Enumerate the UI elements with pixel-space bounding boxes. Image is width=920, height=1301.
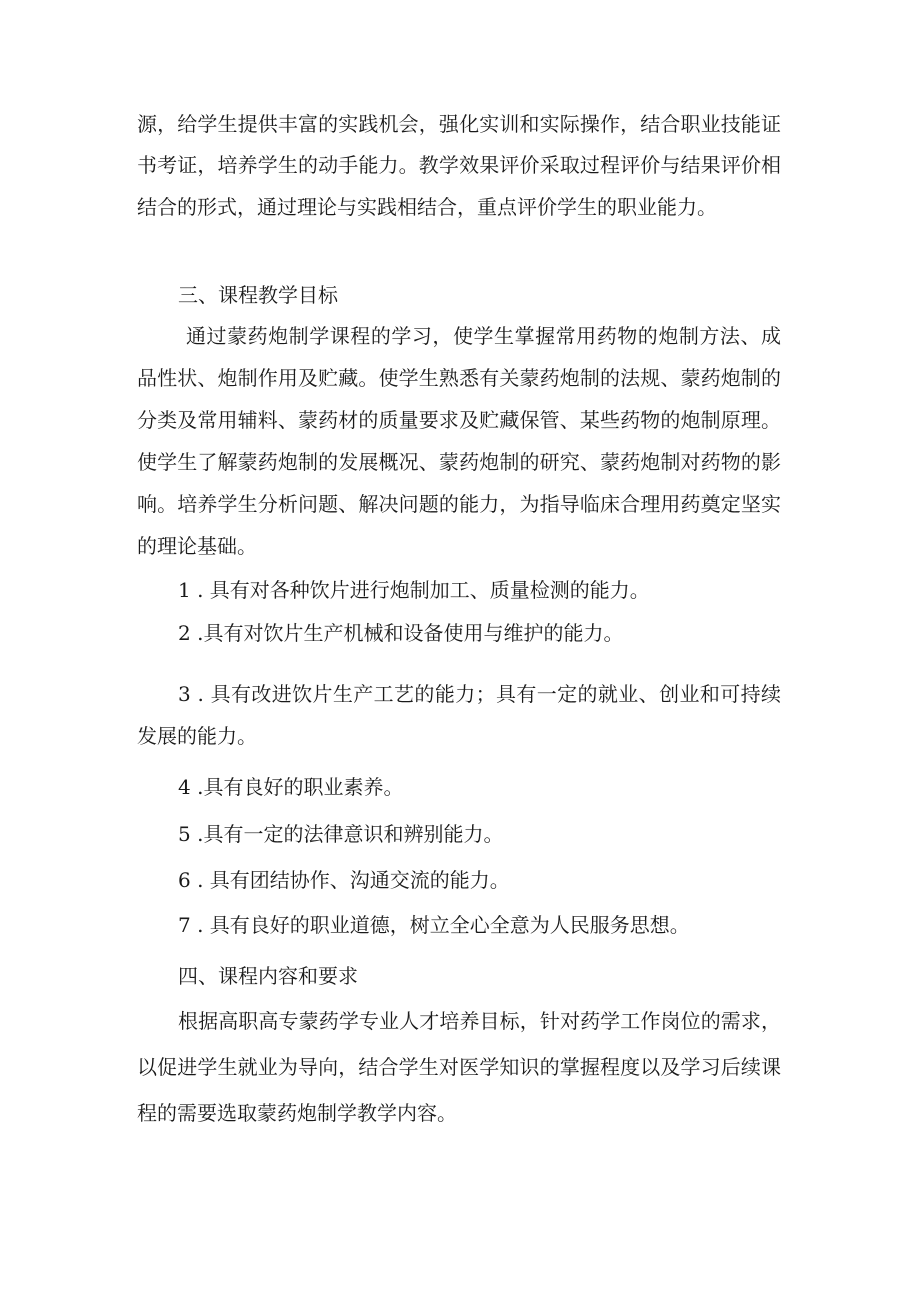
list-item-2: 2 .具有对饮片生产机械和设备使用与维护的能力。	[178, 621, 624, 645]
paragraph-2-line-6: 的理论基础。	[137, 534, 257, 558]
list-item-7: 7 . 具有良好的职业道德，树立全心全意为人民服务思想。	[178, 913, 690, 937]
paragraph-1-line-1: 源，给学生提供丰富的实践机会，强化实训和实际操作，结合职业技能证	[137, 112, 781, 136]
paragraph-2-line-1: 通过蒙药炮制学课程的学习，使学生掌握常用药物的炮制方法、成	[186, 324, 781, 348]
list-item-4: 4 .具有良好的职业素养。	[178, 775, 404, 799]
list-item-3-line-2: 发展的能力。	[137, 724, 257, 748]
list-item-5: 5 .具有一定的法律意识和辨别能力。	[178, 822, 504, 846]
list-item-1: 1 . 具有对各种饮片进行炮制加工、质量检测的能力。	[178, 578, 650, 602]
section-4-heading: 四、课程内容和要求	[178, 964, 358, 988]
paragraph-3-line-1: 根据高职高专蒙药学专业人才培养目标，针对药学工作岗位的需求，	[178, 1009, 781, 1033]
paragraph-1-line-2: 书考证，培养学生的动手能力。教学效果评价采取过程评价与结果评价相	[137, 153, 781, 177]
paragraph-2-line-4: 使学生了解蒙药炮制的发展概况、蒙药炮制的研究、蒙药炮制对药物的影	[137, 450, 781, 474]
paragraph-2-line-2: 品性状、炮制作用及贮藏。使学生熟悉有关蒙药炮制的法规、蒙药炮制的	[137, 366, 781, 390]
paragraph-2-line-5: 响。培养学生分析问题、解决问题的能力，为指导临床合理用药奠定坚实	[137, 492, 781, 516]
section-3-heading: 三、课程教学目标	[178, 283, 338, 307]
list-item-3-line-1: 3 . 具有改进饮片生产工艺的能力；具有一定的就业、创业和可持续	[178, 682, 781, 706]
list-item-6: 6 . 具有团结协作、沟通交流的能力。	[178, 868, 510, 892]
paragraph-1-line-3: 结合的形式，通过理论与实践相结合，重点评价学生的职业能力。	[137, 195, 717, 219]
paragraph-3-line-2: 以促进学生就业为导向，结合学生对医学知识的掌握程度以及学习后续课	[137, 1055, 781, 1079]
paragraph-2-line-3: 分类及常用辅料、蒙药材的质量要求及贮藏保管、某些药物的炮制原理。	[137, 408, 781, 432]
paragraph-3-line-3: 程的需要选取蒙药炮制学教学内容。	[137, 1101, 457, 1125]
